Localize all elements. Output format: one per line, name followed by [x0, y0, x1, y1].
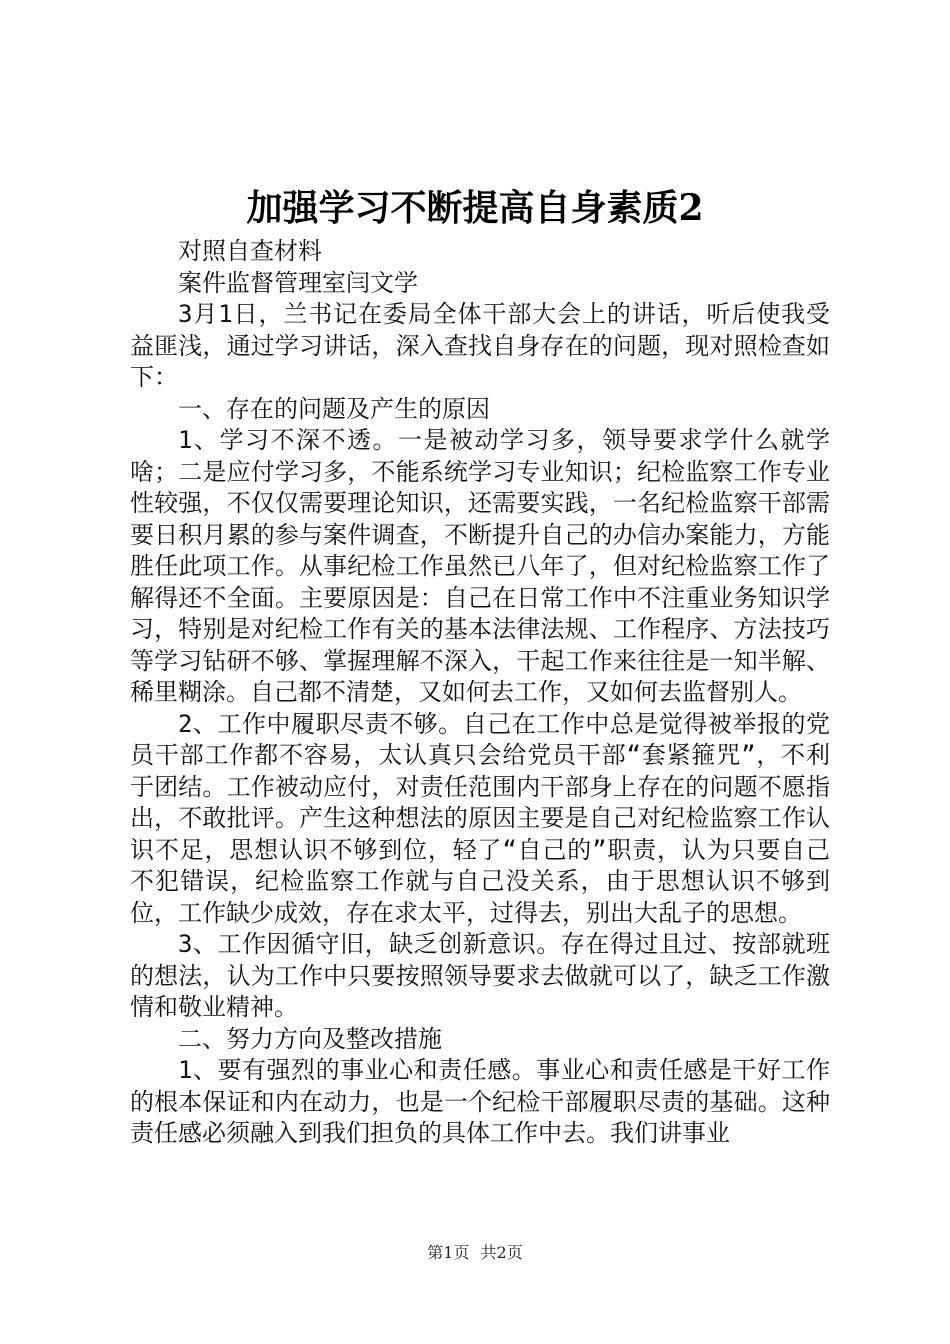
- paragraph: 案件监督管理室闫文学: [178, 268, 418, 297]
- paragraph: 1、学习不深不透。一是被动学习多，领导要求学什么就学啥；二是应付学习多，不能系统学习专业知识；纪检监察工作专业性较强，不仅仅需要理论知识，还需要实践，一名纪检监察干部需要日积月累的参与案件调查，不断提升自己的办信办案能力，方能胜任此项工作。从事纪检工作虽然已八年了，但对纪检监察工作了解得还不全面。主要原因是：自己在日常工作中不注重业务知识学习，特别是对纪检工作有关的基本法律法规、工作程序、方法技巧等学习钻研不够、掌握理解不深入，干起工作来往往是一知半解、稀里糊涂。自己都不清楚，又如何去工作，又如何去监督别人。: [130, 426, 830, 706]
- paragraph: 2、工作中履职尽责不够。自己在工作中总是觉得被举报的党员干部工作都不容易，太认真只会给党员干部“套紧箍咒”，不利于团结。工作被动应付，对责任范围内干部身上存在的问题不愿指出，不敢批评。产生这种想法的原因主要是自己对纪检监察工作认识不足，思想认识不够到位，轻了“自己的”职责，认为只要自己不犯错误，纪检监察工作就与自己没关系，由于思想认识不够到位，工作缺少成效，存在求太平，过得去，别出大乱子的思想。: [130, 709, 830, 927]
- paragraph: 3月1日，兰书记在委局全体干部大会上的讲话，听后使我受益匪浅，通过学习讲话，深入查找自身存在的问题，现对照检查如下：: [130, 300, 830, 391]
- document-title: 加强学习不断提高自身素质2: [246, 187, 704, 229]
- page-footer: [0, 1240, 950, 1263]
- section-heading: 一、存在的问题及产生的原因: [178, 394, 490, 423]
- page-number: 第1页: [427, 1243, 470, 1262]
- page-total: 共2页: [480, 1243, 523, 1262]
- paragraph: 对照自查材料: [178, 237, 322, 265]
- paragraph: 1、要有强烈的事业心和责任感。事业心和责任感是干好工作的根本保证和内在动力，也是一个纪检干部履职尽责的基础。这种责任感必须融入到我们担负的具体工作中去。我们讲事业: [130, 1056, 830, 1147]
- paragraph: 3、工作因循守旧，缺乏创新意识。存在得过且过、按部就班的想法，认为工作中只要按照领导要求去做就可以了，缺乏工作激情和敬业精神。: [130, 930, 830, 1021]
- document-body: [130, 236, 830, 1150]
- section-heading: 二、努力方向及整改措施: [178, 1024, 442, 1053]
